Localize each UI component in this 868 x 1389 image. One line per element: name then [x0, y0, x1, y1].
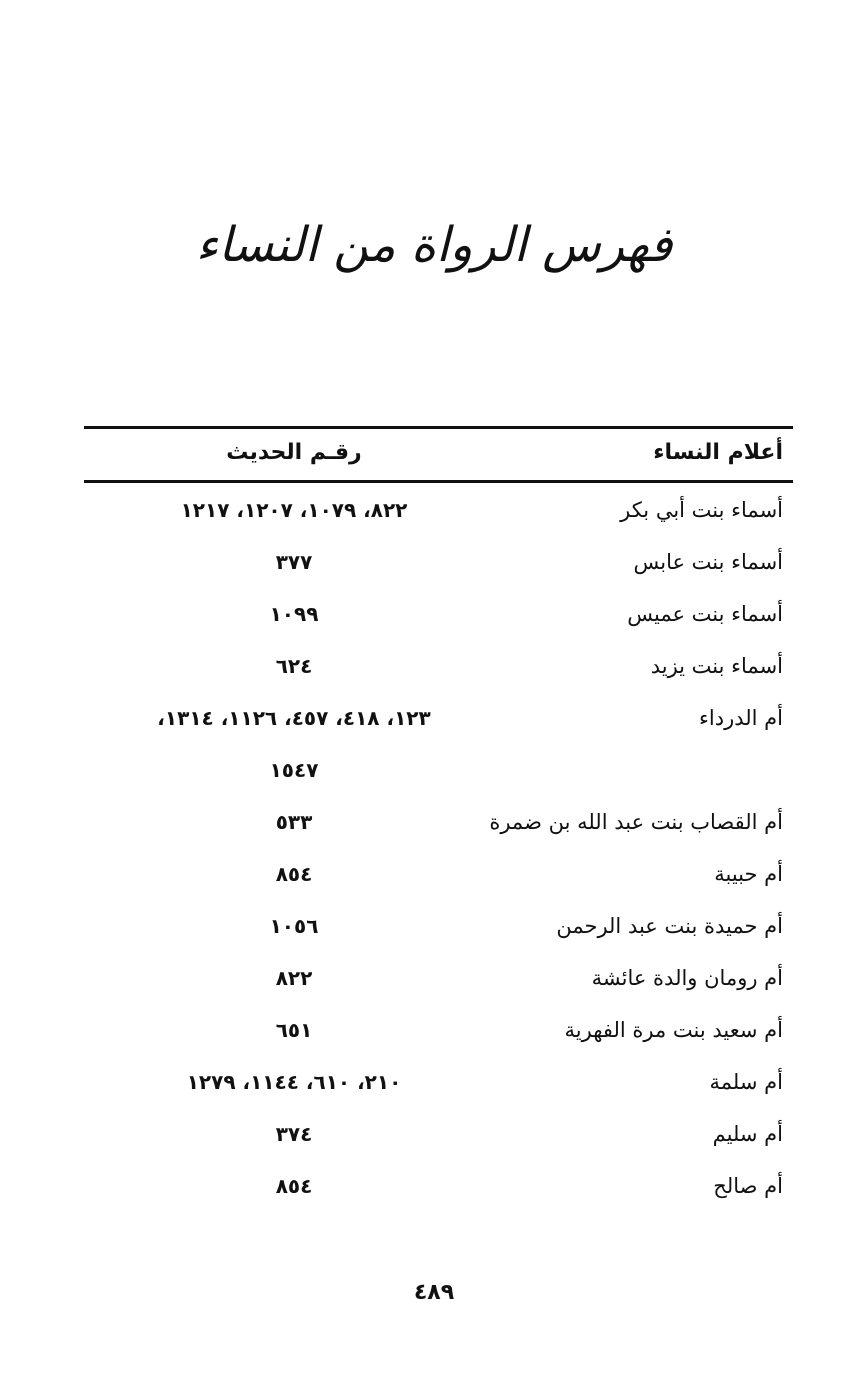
table-row	[84, 951, 793, 1003]
hadith-numbers: ٨٢٢	[275, 966, 313, 990]
hadith-numbers: ٣٧٤	[275, 1122, 313, 1146]
narrator-name: أم حبيبة	[714, 862, 783, 886]
table-row	[84, 899, 793, 951]
column-header-hadith-numbers: رقـم الحديث	[226, 440, 362, 465]
table-header	[84, 436, 793, 476]
narrator-name: أم حميدة بنت عبد الرحمن	[556, 914, 783, 938]
hadith-numbers: ٣٧٧	[275, 550, 313, 574]
hadith-numbers: ٨٢٢، ١٠٧٩، ١٢٠٧، ١٢١٧	[180, 498, 408, 522]
narrator-name: أم الدرداء	[699, 706, 783, 730]
page-title: فهرس الرواة من النساء	[195, 217, 673, 273]
hadith-numbers: ١٠٥٦	[269, 914, 319, 938]
narrator-name: أسماء بنت عابس	[633, 550, 783, 574]
table-row	[84, 1003, 793, 1055]
narrator-name: أسماء بنت يزيد	[650, 654, 783, 678]
table-row	[84, 1159, 793, 1211]
narrator-name: أم رومان والدة عائشة	[591, 966, 783, 990]
table-row	[84, 691, 793, 743]
hadith-numbers: ١٠٩٩	[269, 602, 319, 626]
narrator-name: أم سلمة	[709, 1070, 783, 1094]
hadith-numbers: ١٢٣، ٤١٨، ٤٥٧، ١١٢٦، ١٣١٤،	[157, 706, 431, 730]
narrator-name: أم سليم	[712, 1122, 783, 1146]
hadith-numbers: ٨٥٤	[275, 1174, 313, 1198]
table-row	[84, 1055, 793, 1107]
table-row	[84, 639, 793, 691]
hadith-numbers: ٢١٠، ٦١٠، ١١٤٤، ١٢٧٩	[186, 1070, 402, 1094]
narrator-name: أم سعيد بنت مرة الفهرية	[564, 1018, 783, 1042]
narrator-name: أم القصاب بنت عبد الله بن ضمرة	[489, 810, 783, 834]
table-row	[84, 535, 793, 587]
hadith-numbers: ٨٥٤	[275, 862, 313, 886]
table-row	[84, 587, 793, 639]
table-row	[84, 795, 793, 847]
table-row	[84, 847, 793, 899]
table-row	[84, 483, 793, 535]
page-number: ٤٨٩	[413, 1280, 455, 1305]
hadith-numbers: ١٥٤٧	[269, 758, 319, 782]
hadith-numbers: ٦٢٤	[275, 654, 313, 678]
narrator-name: أسماء بنت عميس	[627, 602, 783, 626]
table-row	[84, 1107, 793, 1159]
table-body	[84, 483, 793, 1211]
hadith-numbers: ٦٥١	[275, 1018, 313, 1042]
narrator-name: أسماء بنت أبي بكر	[620, 498, 783, 522]
table-row-continuation	[84, 743, 793, 795]
narrator-name: أم صالح	[713, 1174, 783, 1198]
table-top-rule	[84, 426, 793, 429]
column-header-names: أعلام النساء	[653, 440, 783, 465]
hadith-numbers: ٥٣٣	[275, 810, 313, 834]
